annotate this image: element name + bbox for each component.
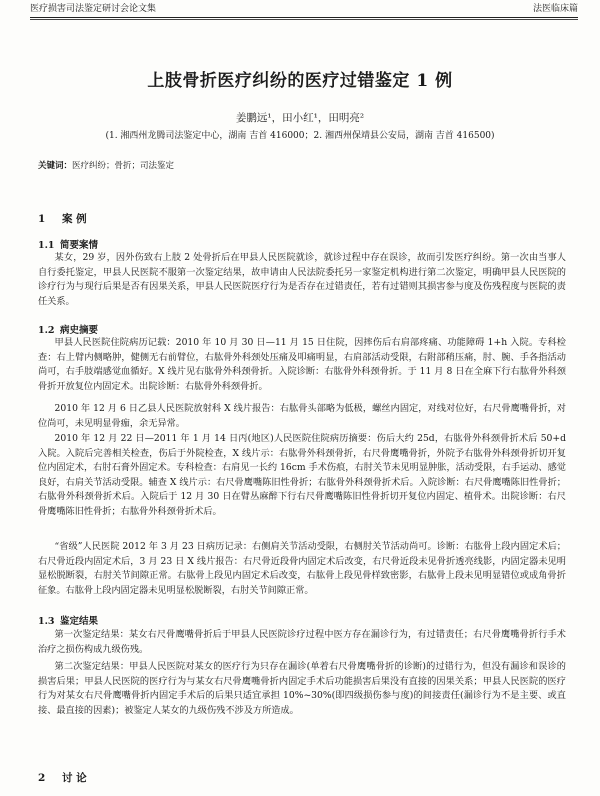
author-affiliation: (1. 湘西州龙腾司法鉴定中心，湖南 吉首 416000；2. 湘西州保靖县公安局，湖南 吉首 416500) <box>105 131 495 141</box>
article-title: 上肢骨折医疗纠纷的医疗过错鉴定 1 例 <box>147 71 453 91</box>
section-heading-case <box>38 211 87 226</box>
section-number: 2 <box>38 772 46 784</box>
subsection-heading-brief <box>38 237 98 251</box>
keywords-label: 关键词： <box>38 161 73 171</box>
paragraph-history-xray: 2010 年 12 月 6 日乙县人民医院放射科 X 线片报告：右肱骨头部略为低极，螺丝内固定，对线对位好，右尺骨鹰嘴骨折，对位尚可，未见明显骨痂，余无异常。 <box>38 403 566 429</box>
running-header-right: 法医临床篇 <box>532 4 578 14</box>
subsection-title: 鉴定结果 <box>60 616 99 627</box>
section-heading-discussion <box>38 770 87 785</box>
subsection-number: 1.1 <box>38 240 55 251</box>
paragraph-brief-case: 某女，29 岁，因外伤致右上肢 2 处骨折后在甲县人民医院就诊，就诊过程中存在误诊，故而引发医疗纠纷。第一次由当事人自行委托鉴定，甲县人民医院不服第一次鉴定结果，故申请由人民法院委托另一家鉴定机构进行第二次鉴定，明确甲县人民医院的诊疗行为与现行后果是否有因果关系，甲县人民医院医疗行为是否存在过错责任，若有过错则其损害参与度及伤残程度与医院的责任关系。 <box>38 252 566 307</box>
subsection-heading-results <box>38 613 98 627</box>
paragraph-history-hospital-c: 2010 年 12 月 22 日—2011 年 1 月 14 日丙(地区)人民医院住院病历摘要：伤后大约 25d，右肱骨外科颈骨折术后 50+d 入院。入院后完善相关检查，伤后于外院检查，X 线片示：右肱骨外科颈骨折，右尺骨鹰嘴骨折，外院予右肱骨外科颈骨折切开复位内固定术，右肘石膏外固定术。专科检查：右肩见一长约 16cm 手术伤痕，右肘关节未见明显肿胀，活动受限，右手运动、感觉良好，右肩关节活动受限。辅查 X 线片示：右尺骨鹰嘴陈旧性骨折；右肱骨外科颈骨折术后。入院诊断：右尺骨鹰嘴陈旧性骨折；右肱骨外科颈骨折术后。入院后于 12 月 30 日在臂丛麻醉下行右尺骨鹰嘴陈旧性骨折切开复位内固定、植骨术。出院诊断：右尺骨鹰嘴陈旧性骨折；右肱骨外科颈骨折术后。 <box>38 433 566 517</box>
section-title: 案 例 <box>62 213 87 225</box>
subsection-number: 1.3 <box>38 616 55 627</box>
paragraph-result-first: 第一次鉴定结果：某女右尺骨鹰嘴骨折后于甲县人民医院诊疗过程中医方存在漏诊行为，有过错责任；右尺骨鹰嘴骨折行手术治疗之损伤构成九级伤残。 <box>38 629 566 655</box>
paragraph-result-second: 第二次鉴定结果：甲县人民医院对某女的医疗行为只存在漏诊(单着右尺骨鹰嘴骨折的诊断)的过错行为，但没有漏诊和误诊的损害后果；甲县人民医院的医疗行为与某女右尺骨鹰嘴骨折内固定手术后功能损害后果没有直接的因果关系；甲县人民医院的医疗行为对某女右尺骨鹰嘴骨折内固定手术后的后果只适宜承担 10%~30%(即四级损伤参与度)的间接责任(漏诊行为不是主要、或直接、最直接的因素)；被鉴定人某女的九级伤残不涉及方所造成。 <box>38 661 566 716</box>
author-list: 姜鹏远¹，田小红¹，田明亮² <box>235 112 365 124</box>
subsection-number: 1.2 <box>38 325 55 336</box>
running-header <box>30 2 578 18</box>
paragraph-history-provincial: “省级”人民医院 2012 年 3 月 23 日病历记录：右侧肩关节活动受限，右侧肘关节活动尚可。诊断：右肱骨上段内固定术后；右尺骨近段内固定术后，3 月 23 日 X 线片报告：右尺骨近段骨内固定术后改变，右尺骨近段未见骨折透亮线影，内固定器未见明显松脱断裂，右肘关节间隙正常。右肱骨上段见内固定术后改变，右肱骨上段见骨样致密影，右肱骨上段未见明显错位或成角骨折征象。右肱骨上段内固定器未见明显松脱断裂，右肘关节间隙正常。 <box>38 541 566 596</box>
subsection-title: 病史摘要 <box>60 325 99 336</box>
subsection-title: 简要案情 <box>60 240 99 251</box>
keywords-text: 医疗纠纷；骨折；司法鉴定 <box>72 161 175 171</box>
section-title: 讨 论 <box>62 772 87 784</box>
paragraph-history-hospital-a: 甲县人民医院住院病历记载：2010 年 10 月 30 日—11 月 15 日住院，因摔伤后右肩部疼痛、功能障碍 1+h 入院。专科检查：右上臂内侧略肿，健侧无右前臂位，右肱骨外科颈处压痛及叩痛明显，右肩部活动受限，右附部稍压痛，肘、腕、手各指活动尚可，右手肢端感觉血循好。X 线片见右肱骨外科颈骨折。入院诊断：右肱骨外科颈骨折。于 11 月 8 日在全麻下行右肱骨外科颈骨折开放复位内固定术。出院诊断：右肱骨外科颈骨折。 <box>38 337 566 392</box>
section-number: 1 <box>38 213 46 225</box>
running-header-left: 医疗损害司法鉴定研讨会论文集 <box>30 4 157 14</box>
subsection-heading-history <box>38 322 98 336</box>
keywords-line <box>38 159 174 171</box>
